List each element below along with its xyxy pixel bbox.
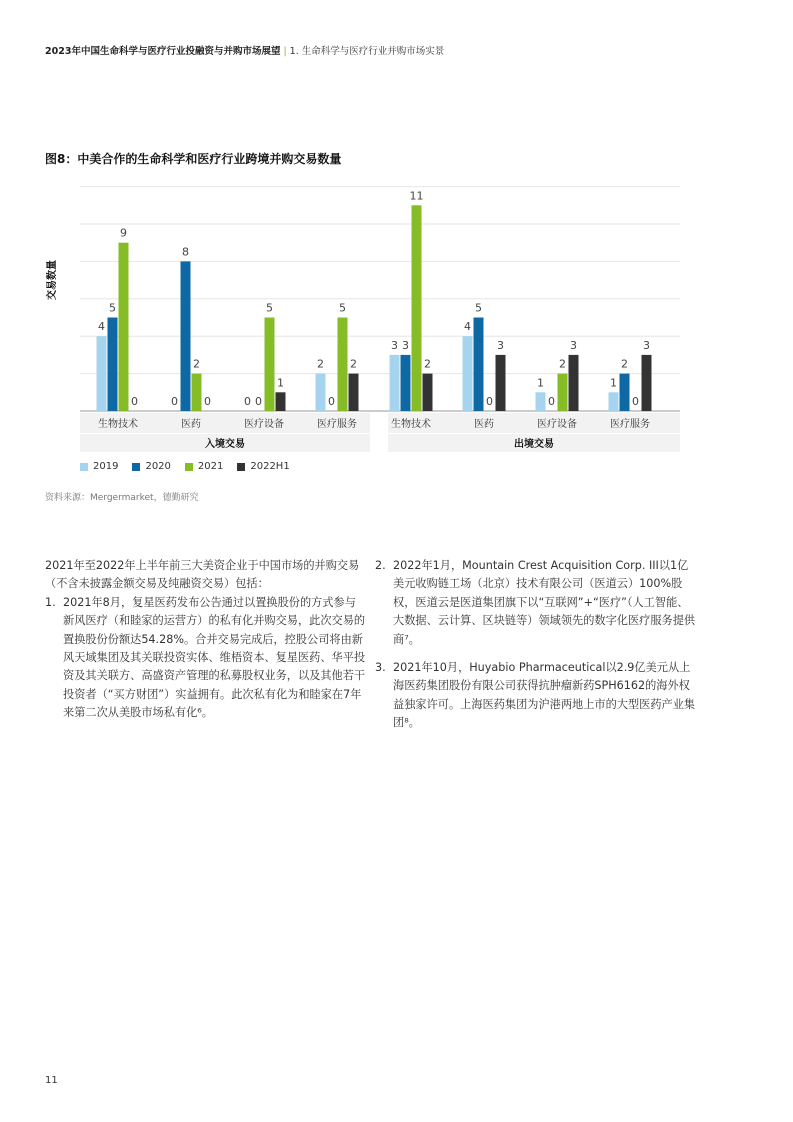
data-label: 0 [131, 395, 138, 408]
report-title: 2023年中国生命科学与医疗行业投融资与并购市场展望 [45, 46, 281, 57]
group-label: 出境交易 [514, 439, 554, 450]
bar-2022H1 [642, 355, 652, 411]
data-label: 9 [120, 226, 127, 240]
bar-2021 [119, 243, 129, 411]
bar-2020 [401, 355, 411, 411]
list-number: 3. [375, 661, 386, 675]
intro-paragraph: 2021年至2022年上半年前三大美资企业于中国市场的并购交易（不含未披露金额交易及纯融资交易）包括： [45, 559, 360, 591]
header-separator: | [283, 46, 287, 57]
bar-2019 [316, 374, 326, 411]
data-label: 0 [204, 395, 211, 408]
data-label: 2 [350, 357, 357, 371]
list-text: 2021年8月，复星医药发布公告通过以置换股份的方式参与新风医疗（和睦家的运营方）的私有化并购交易，此次交易的置换股份份额达54.28%。合并交易完成后，控股公司将由新风天域集团及其关联投资实体、维梧资本、复星医药、华平投资及其关联方、高盛资产管理的私募股权业务，以及其他若干投资者（“买方财团”）实益拥有。此次私有化为和睦家在7年来第二次从美股市场私有化⁶。 [63, 595, 366, 720]
data-label: 0 [255, 395, 262, 408]
data-label: 0 [632, 395, 639, 408]
data-label: 3 [570, 338, 577, 352]
legend-label: 2019 [93, 461, 119, 472]
data-label: 2 [559, 357, 566, 371]
data-label: 0 [548, 395, 555, 408]
bar-2022H1 [276, 392, 286, 411]
data-label: 3 [497, 338, 504, 352]
category-tick-label: 生物技术 [98, 419, 138, 430]
group-label: 入境交易 [205, 439, 245, 450]
category-tick-label: 生物技术 [391, 419, 431, 430]
bar-2022H1 [496, 355, 506, 411]
figure-source: 资料来源：Mergermarket，德勤研究 [45, 493, 199, 503]
data-label: 5 [339, 301, 346, 315]
data-label: 4 [464, 320, 471, 334]
list-text: 2022年1月，Mountain Crest Acquisition Corp. III以1亿美元收购链工场（北京）技术有限公司（医道云）100%股权，医道云是医道集团旗下以“互联网”+“医疗”（人工智能、大数据、云计算、区块链等）领域领先的数字化医疗服务提供商⁷。 [393, 559, 696, 646]
category-tick-label: 医疗设备 [244, 419, 284, 430]
legend-swatch [237, 463, 245, 471]
list-number: 1. [45, 595, 56, 609]
list-text: 2021年10月，Huyabio Pharmaceutical以2.9亿美元从上海医药集团股份有限公司获得抗肿瘤新药SPH6162的海外权益独家许可。上海医药集团为沪港两地上市的大型医药产业集团⁸。 [393, 661, 696, 730]
bar-2021 [265, 318, 275, 412]
legend-item [185, 461, 223, 472]
list-item [45, 594, 367, 723]
legend-label: 2021 [197, 461, 224, 472]
data-label: 1 [537, 376, 544, 390]
data-label: 1 [277, 376, 284, 390]
data-label: 0 [171, 395, 178, 408]
data-label: 11 [409, 189, 424, 203]
bar-2022H1 [349, 374, 359, 411]
bar-2020 [620, 374, 630, 411]
legend-label: 2020 [145, 461, 171, 472]
category-tick-label: 医疗服务 [317, 419, 357, 430]
category-tick-label: 医药 [181, 419, 201, 430]
bar-2021 [558, 374, 568, 411]
legend-item [237, 461, 289, 472]
legend-item [80, 461, 118, 472]
legend-swatch [80, 463, 88, 471]
data-label: 2 [424, 357, 431, 371]
bar-2022H1 [569, 355, 579, 411]
bar-2019 [536, 392, 546, 411]
data-label: 3 [643, 338, 650, 352]
figure-title: 图8：中美合作的生命科学和医疗行业跨境并购交易数量 [45, 152, 342, 166]
legend-item [132, 461, 170, 472]
bar-2020 [474, 318, 484, 412]
bar-2021 [192, 374, 202, 411]
category-tick-label: 医疗服务 [610, 419, 650, 430]
list-number: 2. [375, 559, 386, 572]
section-title: 1. 生命科学与医疗行业并购市场实景 [289, 46, 445, 57]
data-label: 1 [610, 376, 617, 390]
category-tick-label: 医疗设备 [537, 419, 577, 430]
y-axis-label: 交易数量 [47, 260, 58, 300]
data-label: 0 [486, 395, 493, 408]
legend-swatch [185, 463, 193, 471]
data-label: 5 [109, 301, 116, 315]
bar-2021 [338, 318, 348, 412]
data-label: 2 [317, 357, 324, 371]
data-label: 0 [328, 395, 335, 408]
category-tick-label: 医药 [474, 419, 494, 430]
bar-2019 [390, 355, 400, 411]
page-number: 11 [45, 1075, 58, 1086]
data-label: 3 [402, 338, 409, 352]
data-label: 0 [244, 395, 251, 408]
data-label: 4 [98, 320, 105, 334]
bar-2019 [463, 336, 473, 411]
list-item [375, 659, 697, 733]
bar-2022H1 [423, 374, 433, 411]
data-label: 2 [193, 357, 200, 371]
bar-2020 [108, 318, 118, 412]
legend-swatch [132, 463, 140, 471]
body-left-column [45, 557, 367, 723]
bar-2020 [181, 261, 191, 411]
data-label: 5 [475, 301, 482, 315]
bar-2019 [97, 336, 107, 411]
data-label: 8 [182, 245, 189, 259]
data-label: 2 [621, 357, 628, 371]
body-right-column [375, 557, 697, 733]
list-item [375, 557, 697, 649]
chart-legend [80, 461, 290, 472]
data-label: 5 [266, 301, 273, 315]
bar-2021 [412, 205, 422, 411]
bar-chart [0, 0, 793, 480]
legend-label: 2022H1 [250, 461, 290, 472]
data-label: 3 [391, 338, 398, 352]
bar-2019 [609, 392, 619, 411]
